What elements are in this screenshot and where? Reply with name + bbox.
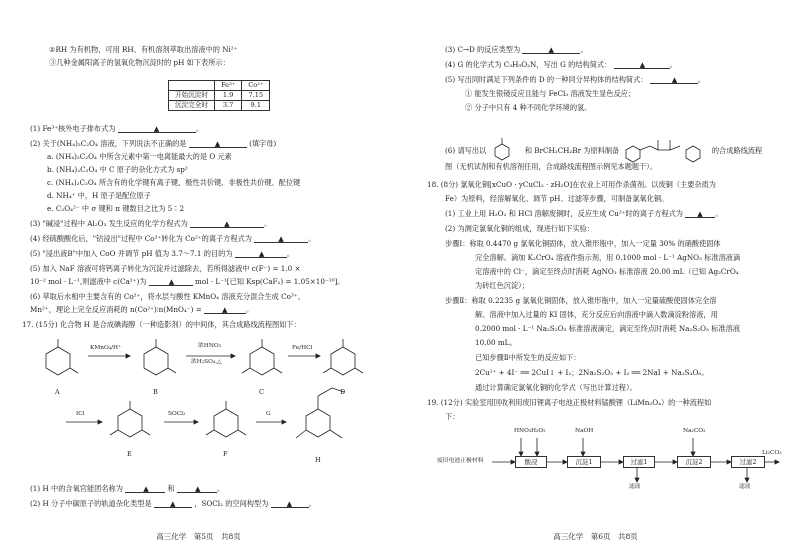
- synthesis-scheme: [26, 334, 366, 476]
- reagent-h2o2: H₂O₂: [531, 428, 546, 434]
- question-text: 和: [167, 484, 175, 493]
- reagent-2b: 浓H₂SO₄,△: [191, 359, 222, 365]
- q7-line-a: (6) 萃取后水相中主要含有的 Co²⁺，将水层与酸性 KMnO₄ 溶液充分混合生成 Co³⁺、: [30, 292, 305, 301]
- label-c: C: [259, 388, 264, 396]
- q18-line-9: 步骤Ⅱ：称取 0.2235 g 氯氧化铜固体，放入锥形瓶中，加入一定量硫酸使固体完全溶: [445, 296, 717, 305]
- label-f: F: [223, 450, 228, 458]
- page-footer: 高三化学 第5页 共8页: [156, 531, 241, 541]
- ring-e: [118, 409, 142, 437]
- question-text: 10⁻² mol · L⁻¹,则滤液中 c(Ca²⁺)为: [30, 277, 147, 286]
- table-cell: 沉淀完全时: [169, 101, 215, 111]
- option-b: b. (NH₄)₂C₂O₄ 中 C 原子的杂化方式为 sp²: [47, 165, 188, 174]
- step-filter-1: 过滤1: [623, 456, 655, 468]
- waste-1: 滤液: [629, 484, 641, 490]
- question-text: (1) Fe³⁺核外电子排布式为: [30, 124, 116, 133]
- table-header: Fe³⁺: [214, 81, 241, 91]
- waste-2: 滤液: [739, 484, 751, 490]
- question-text: (5) 写出同时满足下列条件的 D 的一种同分异构体的结构简式：: [445, 75, 648, 84]
- reagent-naoh: NaOH: [575, 428, 594, 434]
- table-cell: 9.1: [242, 101, 270, 111]
- question-text: Mn²⁺，理论上完全反应消耗的 n(Co²⁺)∶n(MnO₄⁻) =: [30, 305, 202, 314]
- flow-start: 废旧电池正极材料: [437, 458, 484, 464]
- option-c: c. (NH₄)₂C₂O₄ 所含有的化学键有离子键、极性共价键、非极性共价键、配位键: [47, 178, 301, 187]
- answer-blank[interactable]: ▲: [614, 60, 670, 69]
- q18-line-13: 已知步骤Ⅱ中所发生的反应如下：: [475, 353, 581, 362]
- answer-blank[interactable]: ▲: [522, 45, 580, 54]
- ring-c: [250, 347, 274, 375]
- option-e: e. C₂O₄²⁻ 中 σ 键和 π 键数目之比为 5∶2: [47, 204, 185, 213]
- reagent-na2co3: Na₂CO₃: [683, 428, 706, 434]
- flow-product: Li₂CO₃: [762, 450, 782, 456]
- q18-line-11: 0.2000 mol · L⁻¹ Na₂S₂O₃ 标准溶液滴定，滴定至终点时消耗 Na₂S₂O₃ 标准溶液: [475, 324, 740, 333]
- step-precipitate-2: 沉淀2: [677, 456, 711, 468]
- ring-f: [214, 409, 238, 437]
- q6-line-b: [30, 277, 345, 286]
- q18-line-15: 通过计算确定氯氧化铜的化学式（写出计算过程）。: [475, 383, 637, 392]
- question-text: (1) H 中的含氧官能团名称为: [30, 484, 123, 493]
- question-text: mol · L⁻¹[已知 Ksp(CaF₂) = 1.05×10⁻¹⁰]。: [195, 277, 345, 286]
- answer-blank[interactable]: ▲: [190, 219, 264, 228]
- reagent-hno3: HNO₃: [514, 428, 532, 434]
- table-cell: 1.9: [214, 91, 241, 101]
- question-text: (4) G 的化学式为 C₃H₉O₂N，写出 G 的结构简式：: [445, 60, 612, 69]
- step-acid-leach: 酸浸: [515, 456, 547, 468]
- q5-line: (5) "浸出液B"中加入 CoO 并调节 pH 值为 3.7～7.1 的目的为 ▲ 。: [30, 249, 295, 258]
- q6-line-a: (5) 加入 NaF 溶液可将钙离子转化为沉淀并过滤除去，若所得滤液中 c(F⁻) = 1.0 ×: [30, 264, 301, 273]
- reagent-5: SOCl₂: [168, 411, 186, 417]
- q3-line: (3) "碱浸"过程中 Al₂O₃ 发生反应的化学方程式为 ▲ 。: [30, 219, 272, 228]
- answer-blank[interactable]: ▲: [271, 499, 309, 508]
- synthesis-svg: [26, 334, 366, 474]
- question-text: (填字母): [249, 139, 277, 148]
- answer-blank[interactable]: ▲: [189, 139, 247, 148]
- q3-line: (3) C→D 的反应类型为 ▲ 。: [445, 45, 588, 54]
- q5-condition-1: ① 能发生银镜反应且能与 FeCl₃ 溶液发生显色反应；: [465, 89, 636, 98]
- option-d: d. NH₄⁺ 中，H 原子是配位原子: [47, 191, 151, 200]
- q18-line-7: 定溶液中的 Cl⁻，滴定至终点时消耗 AgNO₃ 标准溶液 20.00 mL（已知 Ag₂CrO₄: [475, 267, 739, 276]
- answer-blank[interactable]: ▲: [685, 209, 715, 218]
- answer-blank[interactable]: ▲: [235, 249, 287, 258]
- q18-line-4: (2) 为测定氯氧化铜的组成，现进行如下实验：: [445, 224, 595, 233]
- answer-blank[interactable]: ▲: [149, 277, 193, 286]
- label-d: D: [340, 388, 346, 396]
- answer-blank[interactable]: ▲: [125, 484, 165, 493]
- reagent-4: ICl: [76, 411, 85, 417]
- table-cell: 开始沉淀时: [169, 91, 215, 101]
- answer-blank[interactable]: ▲: [204, 305, 246, 314]
- table-header: [169, 81, 215, 91]
- q18-line-14: 2Cu²⁺ + 4I⁻ ══ 2CuI↓ + I₂；2Na₂S₂O₃ + I₂ ══ 2NaI + Na₂S₄O₆。: [475, 368, 709, 377]
- question-text: (3) C→D 的反应类型为: [445, 45, 521, 54]
- ph-table: [168, 80, 270, 111]
- step-precipitate-1: 沉淀1: [567, 456, 601, 468]
- exam-page-6: [397, 0, 794, 550]
- ring-h: [306, 409, 330, 437]
- answer-blank[interactable]: ▲: [118, 124, 196, 133]
- q18-line-10: 解。溶液中加入过量的 KI 固体，充分反应后向溶液中滴入数滴淀粉溶液，用: [475, 310, 718, 319]
- q6-line-b: 图（无机试剂和有机溶剂任用，合成路线流程图示例见本题题干）。: [445, 162, 658, 171]
- reagent-2a: 浓HNO₃: [198, 343, 222, 349]
- option-a: a. (NH₄)₂C₂O₄ 中所含元素中第一电离能最大的是 O 元素: [47, 152, 232, 161]
- q17-title: 17. (15分) 化合物 H 是合成碘海醇（一种造影剂）的中间体，其合成路线流程图如下：: [22, 320, 301, 329]
- q17-2-line: (2) H 分子中碳原子的轨道杂化类型是 ▲ ，SOCl₂ 的空间构型为 ▲ 。: [30, 499, 316, 508]
- q18-line-6: 完全溶解。滴加 K₂CrO₄ 溶液作指示剂，用 0.1000 mol · L⁻¹ AgNO₃ 标准溶液滴: [475, 253, 741, 262]
- page-footer: 高三化学 第6页 共8页: [553, 531, 638, 541]
- question-text: (6) 请写出以: [445, 146, 487, 155]
- q18-line-3: (1) 工业上用 H₂O₂ 和 HCl 溶解废铜时，反应生成 Cu²⁺时的离子方程式为 ▲ 。: [445, 209, 723, 218]
- q4-line: (4) 经硫酸酸化后，"钴浸出"过程中 Co³⁺转化为 Co²⁺的离子方程式为 ▲ 。: [30, 234, 316, 243]
- reagent-1: KMnO₄/H⁺: [90, 345, 122, 351]
- table-header: Co²⁺: [242, 81, 270, 91]
- q18-line-1: 18. (8分) 氯氧化铜[xCuO · yCuCl₂ · zH₂O]在农业上可用作杀菌剂。以废铜（主要杂质为: [427, 180, 716, 189]
- q18-line-12: 10.00 mL。: [475, 338, 517, 347]
- q18-line-5: 步骤Ⅰ：称取 0.4470 g 氯氧化铜固体，放入锥形瓶中，加入一定量 30% 的硝酸使固体: [445, 239, 721, 248]
- question-text: (5) "浸出液B"中加入 CoO 并调节 pH 值为 3.7～7.1 的目的为: [30, 249, 233, 258]
- answer-blank[interactable]: ▲: [177, 484, 217, 493]
- ring-b: [144, 347, 168, 375]
- q5-condition-2: ② 分子中只有 4 种不同化学环境的氢。: [465, 103, 592, 112]
- label-b: B: [153, 388, 158, 396]
- answer-blank[interactable]: ▲: [154, 499, 192, 508]
- q18-line-2: Fe）为原料，经溶解氧化、调节 pH、过滤等步骤，可制备氯氧化铜。: [445, 194, 669, 203]
- question-text: (2) 关于(NH₄)₂C₂O₄ 溶液，下列说法不正确的是: [30, 139, 187, 148]
- label-e: E: [127, 450, 132, 458]
- ring-d: [331, 347, 355, 375]
- question-text: ，SOCl₂ 的空间构型为: [194, 499, 269, 508]
- question-text: (1) 工业上用 H₂O₂ 和 HCl 溶解废铜时，反应生成 Cu²⁺时的离子方程式为: [445, 209, 683, 218]
- process-flowchart: [397, 428, 794, 498]
- question-text: 的合成路线流程: [711, 146, 763, 155]
- table-cell: 3.7: [214, 101, 241, 111]
- question-text: (2) H 分子中碳原子的轨道杂化类型是: [30, 499, 152, 508]
- q18-line-8: 为砖红色沉淀）；: [475, 281, 529, 290]
- question-text: (3) "碱浸"过程中 Al₂O₃ 发生反应的化学方程式为: [30, 219, 188, 228]
- q4-line: (4) G 的化学式为 C₃H₉O₂N，写出 G 的结构简式： ▲ 。: [445, 60, 677, 69]
- ring-a: [46, 347, 70, 375]
- note-3: ③几种金属阳离子的氢氧化物沉淀时的 pH 如下表所示：: [49, 58, 230, 67]
- answer-blank[interactable]: ▲: [650, 75, 698, 84]
- step-filter-2: 过滤2: [731, 456, 765, 468]
- label-h: H: [315, 456, 321, 464]
- q17-1-line: (1) H 中的含氧官能团名称为 ▲ 和 ▲ 。: [30, 484, 225, 493]
- label-a: A: [55, 388, 60, 396]
- table-cell: 7.15: [242, 91, 270, 101]
- reagent-6: G: [266, 411, 271, 417]
- note-2: ②RH 为有机物，可用 RH、有机溶剂萃取出溶液中的 Ni²⁺: [49, 45, 238, 54]
- q5-line: (5) 写出同时满足下列条件的 D 的一种同分异构体的结构简式： ▲ 。: [445, 75, 705, 84]
- answer-blank[interactable]: ▲: [254, 234, 308, 243]
- q19-line-1: 19. (12分) 实验室用回收利用废旧锂离子电池正极材料锰酸锂（LiMn₂O₄）的一种流程如: [427, 398, 712, 407]
- q7-line-b: Mn²⁺，理论上完全反应消耗的 n(Co²⁺)∶n(MnO₄⁻) = ▲ 。: [30, 305, 254, 314]
- question-text: 和 BrCH₂CH₂Br 为原料制备: [524, 146, 620, 155]
- reagent-3: Fe/HCl: [292, 345, 313, 351]
- q19-line-2: 下：: [445, 412, 460, 421]
- question-text: (4) 经硫酸酸化后，"钴浸出"过程中 Co³⁺转化为 Co²⁺的离子方程式为: [30, 234, 252, 243]
- q2-line: [30, 139, 276, 148]
- q1-line: (1) Fe³⁺核外电子排布式为 ▲ 。: [30, 124, 203, 133]
